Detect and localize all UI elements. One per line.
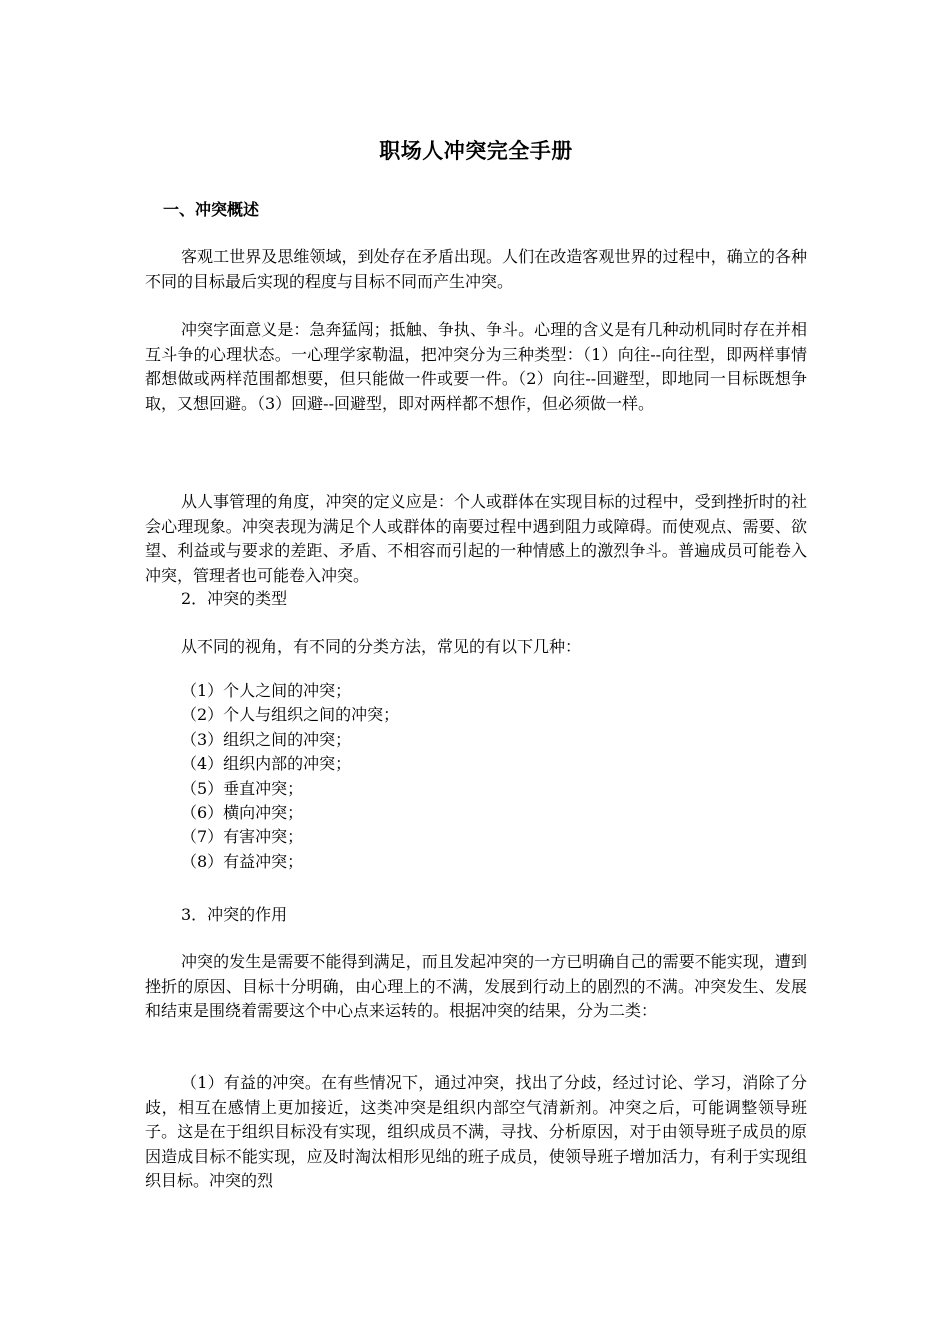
- paragraph-intro: 客观工世界及思维领域，到处存在矛盾出现。人们在改造客观世界的过程中，确立的各种不同的目标最后实现的程度与目标不同而产生冲突。: [145, 247, 807, 291]
- list-item: （3）组织之间的冲突；: [181, 729, 352, 749]
- section-heading-overview: 一、冲突概述: [163, 200, 260, 219]
- paragraph-beneficial-conflict: （1）有益的冲突。在有些情况下，通过冲突，找出了分歧，经过讨论、学习，消除了分歧，相互在感情上更加接近，这类冲突是组织内部空气清新剂。冲突之后，可能调整领导班子。这是在于组织目标没有实现，组织成员不满，寻找、分析原因，对于由领导班子成员的原因造成目标不能实现，应及时淘汰相形见绌的班子成员，使领导班子增加活力，有利于实现组织目标。冲突的烈: [145, 1073, 807, 1190]
- list-item: （7）有害冲突；: [181, 827, 304, 847]
- conflict-types-list: [181, 679, 399, 874]
- list-item: （2）个人与组织之间的冲突；: [181, 705, 400, 725]
- paragraph-effects: 冲突的发生是需要不能得到满足，而且发起冲突的一方已明确自己的需要不能实现，遭到挫折的原因、目标十分明确，由心理上的不满，发展到行动上的剧烈的不满。冲突发生、发展和结束是围绕着需要这个中心点来运转的。根据冲突的结果，分为二类：: [145, 952, 807, 1020]
- paragraph-definition: 冲突字面意义是：急奔猛闯；抵触、争执、争斗。心理的含义是有几种动机同时存在并相互斗争的心理状态。一心理学家勒温，把冲突分为三种类型：（1）向往--向往型，即两样事情都想做或两样范围都想要，但只能做一件或要一件。（2）向往--回避型，即地同一目标既想争取，又想回避。（3）回避--回避型，即对两样都不想作，但必须做一样。: [145, 320, 807, 413]
- paragraph-hr-definition: 从人事管理的角度，冲突的定义应是：个人或群体在实现目标的过程中，受到挫折时的社会心理现象。冲突表现为满足个人或群体的南要过程中遇到阻力或障碍。而使观点、需要、欲望、利益或与要求的差距、矛盾、不相容而引起的一种情感上的激烈争斗。普遍成员可能卷入冲突，管理者也可能卷入冲突。: [145, 492, 807, 585]
- subheading-conflict-types: 2．冲突的类型: [181, 589, 288, 608]
- list-item: （8）有益冲突；: [181, 851, 304, 871]
- conflict-types-intro: 从不同的视角，有不同的分类方法，常见的有以下几种：: [181, 637, 582, 656]
- list-item: （4）组织内部的冲突；: [181, 754, 352, 774]
- list-item: （1）个人之间的冲突；: [181, 681, 352, 700]
- document-title: 职场人冲突完全手册: [379, 139, 573, 163]
- subheading-conflict-effects: 3．冲突的作用: [181, 905, 288, 924]
- list-item: （6）横向冲突；: [181, 803, 304, 823]
- list-item: （5）垂直冲突；: [181, 778, 304, 798]
